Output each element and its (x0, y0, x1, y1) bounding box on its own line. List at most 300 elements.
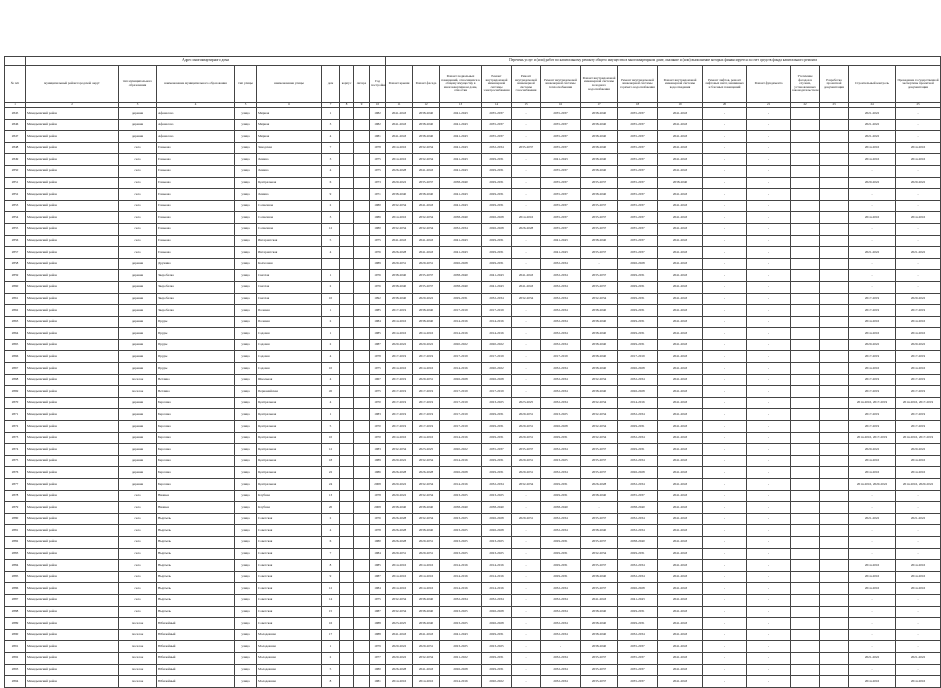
table-cell: Мамадышский район (26, 571, 119, 583)
table-cell: 2017-2019 (413, 421, 440, 433)
table-cell: 2887 (5, 594, 26, 606)
table-cell: Юбилейный (157, 629, 235, 641)
table-cell: 2041-2043 (658, 455, 703, 467)
table-cell (322, 258, 340, 270)
table-cell: Садовая (257, 363, 322, 375)
table-cell: 2021-2022 (849, 247, 896, 259)
table-cell: 2032-2034 (541, 618, 581, 630)
table-cell: деревня (119, 119, 157, 131)
table-cell: 2017-2019 (849, 351, 896, 363)
table-cell: 2014-2016 (618, 397, 658, 409)
table-cell: 1973 (370, 177, 386, 189)
table-cell: 2017-2019 (896, 351, 941, 363)
table-cell: улица (235, 560, 257, 572)
table-cell: 2041-2043 (658, 676, 703, 688)
table-cell (820, 247, 849, 259)
table-cell: - (512, 536, 541, 548)
table-cell: 2041-2043 (581, 594, 618, 606)
column-number: 11 (386, 103, 413, 108)
table-row (5, 664, 941, 676)
column-number: 15 (512, 103, 541, 108)
table-cell: 2029-2031 (482, 154, 512, 166)
table-cell: Мамадышский район (26, 513, 119, 525)
table-cell (820, 351, 849, 363)
table-cell: 2856 (5, 235, 26, 247)
table-cell: 2021-2022 (849, 652, 896, 664)
table-cell: 2029-2031 (512, 513, 541, 525)
table-cell: 2026-2028 (440, 258, 482, 270)
table-cell: Светлая (257, 270, 322, 282)
table-cell: 2017-2019 (413, 351, 440, 363)
table-cell: 2014-2016 (440, 560, 482, 572)
table-cell: 2026-2028 (618, 258, 658, 270)
table-cell: - (703, 281, 747, 293)
table-cell: 2032-2034 (482, 293, 512, 305)
table-row (5, 386, 941, 398)
table-cell (791, 618, 820, 630)
table-cell: 2021-2022 (896, 247, 941, 259)
table-cell: - (512, 177, 541, 189)
table-cell: - (512, 258, 541, 270)
table-cell: 2020-2022 (386, 490, 413, 502)
table-cell (354, 223, 370, 235)
table-cell (820, 444, 849, 456)
table-cell: - (849, 502, 896, 514)
table-cell: 2038-2040 (413, 606, 440, 618)
table-row (5, 328, 941, 340)
table-cell: 2035-2037 (581, 281, 618, 293)
table-cell (354, 525, 370, 537)
table-cell: - (703, 235, 747, 247)
table-cell (820, 235, 849, 247)
table-cell (791, 421, 820, 433)
table-cell: 2014-2016 (440, 571, 482, 583)
table-cell: улица (235, 490, 257, 502)
table-row (5, 513, 941, 525)
table-cell: 1975 (370, 165, 386, 177)
table-cell: 2846 (5, 119, 26, 131)
table-cell: 2035-2037 (482, 444, 512, 456)
table-cell (340, 328, 354, 340)
table-cell: 2038-2040 (581, 165, 618, 177)
table-cell (791, 131, 820, 143)
table-cell: 2032-2034 (541, 281, 581, 293)
table-cell (820, 258, 849, 270)
table-cell: 2014-2016 (386, 363, 413, 375)
table-cell: 2035-2037 (512, 142, 541, 154)
table-cell: - (896, 281, 941, 293)
table-cell: 1986 (370, 467, 386, 479)
table-cell: - (703, 328, 747, 340)
table-cell: 2032-2034 (413, 455, 440, 467)
table-cell (340, 513, 354, 525)
table-cell: 2017-2019 (849, 409, 896, 421)
table-cell (791, 560, 820, 572)
table-cell: 2032-2034 (541, 467, 581, 479)
table-cell: 2023-2025 (541, 409, 581, 421)
table-cell: 2035-2037 (581, 212, 618, 224)
table-cell (340, 536, 354, 548)
table-cell: Советская (257, 606, 322, 618)
table-cell: 1980 (370, 223, 386, 235)
table-cell: 2014-2016 (386, 676, 413, 688)
table-cell (791, 119, 820, 131)
table-cell: - (747, 409, 791, 421)
table-cell: 2041-2043 (440, 189, 482, 201)
table-row (5, 618, 941, 630)
table-cell: - (747, 397, 791, 409)
table-cell: 2032-2034 (618, 432, 658, 444)
table-cell: Мамадышский район (26, 212, 119, 224)
column-number: 5 (235, 103, 257, 108)
table-cell: улица (235, 652, 257, 664)
table-cell (354, 455, 370, 467)
table-cell: 2021-2022 (849, 108, 896, 120)
table-cell: 2041-2043 (658, 165, 703, 177)
table-cell: 7 (322, 142, 340, 154)
table-cell: 2041-2043 (658, 316, 703, 328)
table-cell (791, 328, 820, 340)
table-cell: 2032-2034 (618, 455, 658, 467)
table-cell: улица (235, 316, 257, 328)
table-cell: 2035-2037 (618, 142, 658, 154)
table-cell: 12 (322, 223, 340, 235)
table-cell (340, 386, 354, 398)
table-cell: Садовая (257, 339, 322, 351)
table-cell: Интернатская (257, 247, 322, 259)
table-cell: 1975 (370, 594, 386, 606)
table-cell: Первомайская (257, 386, 322, 398)
table-cell: - (703, 374, 747, 386)
table-cell: село (119, 165, 157, 177)
table-cell: 2032-2034 (618, 525, 658, 537)
table-cell: 2029-2031 (618, 421, 658, 433)
table-cell (820, 560, 849, 572)
table-cell: 4 (322, 351, 340, 363)
table-cell: 1975 (370, 235, 386, 247)
table-cell: 2017-2019 (482, 305, 512, 317)
table-cell (820, 363, 849, 375)
table-cell: 1976 (370, 513, 386, 525)
table-cell: Мамадышский район (26, 455, 119, 467)
table-cell: 2041-2043 (413, 200, 440, 212)
column-header: Ремонт лифтов, ремонт лифтовых шахт, машинных и блочных помещений (703, 66, 747, 103)
table-cell: Мамадышский район (26, 444, 119, 456)
table-cell: 2020-2022 (440, 444, 482, 456)
table-cell (820, 502, 849, 514)
column-header: тип улицы (235, 66, 257, 103)
table-cell: 2029-2031 (440, 293, 482, 305)
table-cell (340, 363, 354, 375)
table-cell: 2041-2043 (658, 583, 703, 595)
table-cell (791, 432, 820, 444)
table-row (5, 200, 941, 212)
table-cell: 2032-2034 (581, 397, 618, 409)
table-cell: 2892 (5, 652, 26, 664)
table-cell: 2032-2034 (413, 223, 440, 235)
table-cell: 2032-2034 (541, 397, 581, 409)
table-cell: Заводская (257, 142, 322, 154)
column-header: Ремонт крыши (386, 66, 413, 103)
table-cell: село (119, 583, 157, 595)
table-cell: улица (235, 386, 257, 398)
table-cell: 2017-2019 (440, 386, 482, 398)
table-cell: Мамадышский район (26, 223, 119, 235)
table-cell: 45 (322, 386, 340, 398)
table-cell: - (849, 629, 896, 641)
table-cell: 2041-2043 (658, 212, 703, 224)
table-cell: - (512, 571, 541, 583)
table-cell: 1980 (370, 664, 386, 676)
table-cell: 1983 (370, 409, 386, 421)
column-number: 24 (849, 103, 896, 108)
table-cell: улица (235, 479, 257, 491)
table-cell: 2035-2037 (618, 189, 658, 201)
column-header: Строительный контроль (849, 66, 896, 103)
table-cell: - (747, 560, 791, 572)
table-cell: - (747, 479, 791, 491)
table-cell (354, 583, 370, 595)
table-cell: 2014-2016 (482, 560, 512, 572)
table-cell: 2029-2031 (618, 328, 658, 340)
table-cell: 2041-2043 (658, 223, 703, 235)
table-cell: Мамадышский район (26, 583, 119, 595)
table-cell: - (747, 339, 791, 351)
table-cell: 2041-2043 (658, 652, 703, 664)
table-cell: 2020-2022 (896, 177, 941, 189)
table-cell: Зверобалка (157, 305, 235, 317)
table-cell: - (747, 641, 791, 653)
table-cell: 2023-2025 (541, 455, 581, 467)
table-cell: 2035-2037 (482, 119, 512, 131)
table-cell: 2035-2037 (618, 490, 658, 502)
table-cell: улица (235, 328, 257, 340)
table-cell: - (703, 548, 747, 560)
table-cell (340, 258, 354, 270)
table-cell: 2029-2031 (482, 409, 512, 421)
table-cell: 2038-2040 (581, 235, 618, 247)
table-cell: 2014-2016 (386, 571, 413, 583)
table-cell (791, 386, 820, 398)
table-cell: 2878 (5, 490, 26, 502)
table-cell: 2038-2040 (386, 281, 413, 293)
table-cell: 2038-2040 (440, 270, 482, 282)
table-cell: 1979 (370, 641, 386, 653)
table-cell (340, 583, 354, 595)
table-cell: 2889 (5, 618, 26, 630)
table-cell: - (512, 351, 541, 363)
table-cell: - (703, 177, 747, 189)
table-cell: - (849, 189, 896, 201)
table-cell (820, 467, 849, 479)
table-cell: Берсовка (157, 455, 235, 467)
table-cell: - (747, 513, 791, 525)
table-cell (340, 676, 354, 688)
table-cell: Центральная (257, 409, 322, 421)
column-number: 16 (541, 103, 581, 108)
table-cell: 1978 (370, 351, 386, 363)
table-cell (791, 142, 820, 154)
table-cell: Полевая (257, 316, 322, 328)
table-cell: 13 (322, 490, 340, 502)
table-cell: 4 (322, 374, 340, 386)
table-cell: 2017-2019 (386, 305, 413, 317)
table-cell: 2020-2022 (413, 293, 440, 305)
table-cell: 2014-2016 (386, 328, 413, 340)
table-cell: улица (235, 397, 257, 409)
table-cell (340, 502, 354, 514)
table-cell (354, 258, 370, 270)
table-cell: 2038-2040 (618, 536, 658, 548)
table-cell: 4 (322, 397, 340, 409)
table-cell (354, 676, 370, 688)
table-cell: 2038-2040 (413, 108, 440, 120)
column-header: Ремонт подвальных помещений, относящихся к общему имуществу в многоквартирном доме, отмостки (440, 66, 482, 103)
table-row (5, 652, 941, 664)
table-cell: 2038-2040 (581, 386, 618, 398)
table-cell: Афанасово (157, 108, 235, 120)
table-cell: 2029-2031 (386, 548, 413, 560)
table-row (5, 641, 941, 653)
table-cell: улица (235, 258, 257, 270)
table-cell (791, 571, 820, 583)
column-header: муниципальный район/городской округ (26, 66, 119, 103)
table-row (5, 525, 941, 537)
table-cell: улица (235, 363, 257, 375)
table-cell: 2014-2016 (849, 560, 896, 572)
table-cell: улица (235, 305, 257, 317)
table-cell: 3 (322, 154, 340, 166)
table-cell: улица (235, 502, 257, 514)
table-cell (354, 409, 370, 421)
table-cell: 1 (322, 409, 340, 421)
table-cell: 2029-2031 (482, 247, 512, 259)
table-cell: 1976 (370, 270, 386, 282)
table-cell: Гоньково (157, 177, 235, 189)
table-cell: 2032-2034 (581, 421, 618, 433)
table-cell: 2041-2043 (482, 270, 512, 282)
table-row (5, 583, 941, 595)
table-cell (820, 629, 849, 641)
column-number: 23 (820, 103, 849, 108)
table-cell: 1981 (370, 676, 386, 688)
table-cell: 2035-2037 (618, 652, 658, 664)
column-number: 2 (26, 103, 119, 108)
table-cell: 2032-2034 (618, 560, 658, 572)
table-cell: село (119, 212, 157, 224)
table-cell: 2032-2034 (386, 200, 413, 212)
table-cell (340, 548, 354, 560)
table-cell: - (703, 479, 747, 491)
table-cell: 2021-2022 (896, 652, 941, 664)
table-cell: - (703, 676, 747, 688)
table-cell: 2041-2043 (440, 629, 482, 641)
table-cell (791, 154, 820, 166)
table-cell (340, 351, 354, 363)
table-cell: 2020-2022 (386, 455, 413, 467)
table-cell (354, 571, 370, 583)
table-cell: - (849, 165, 896, 177)
table-cell (791, 629, 820, 641)
table-cell: Ныртыль (157, 525, 235, 537)
table-cell (340, 560, 354, 572)
table-cell: 1976 (370, 281, 386, 293)
table-cell: 1988 (370, 618, 386, 630)
table-cell: - (747, 629, 791, 641)
table-cell: 2038-2040 (413, 119, 440, 131)
table-cell: 2038-2040 (413, 316, 440, 328)
table-cell: 2038-2040 (386, 502, 413, 514)
table-cell: 2032-2034 (482, 142, 512, 154)
table-cell: улица (235, 409, 257, 421)
table-row (5, 223, 941, 235)
table-cell: Мамадышский район (26, 351, 119, 363)
table-cell: Мамадышский район (26, 316, 119, 328)
table-cell: 2026-2028 (386, 513, 413, 525)
table-cell (791, 339, 820, 351)
table-cell: - (747, 490, 791, 502)
table-cell (354, 618, 370, 630)
table-cell: - (703, 119, 747, 131)
table-cell: 2014-2016 (849, 363, 896, 375)
table-cell (791, 536, 820, 548)
table-cell: Мамадышский район (26, 374, 119, 386)
table-cell: 1988 (370, 629, 386, 641)
table-cell: Советская (257, 594, 322, 606)
table-cell: 2041-2043 (413, 247, 440, 259)
column-number: 25 (896, 103, 941, 108)
table-cell: 2879 (5, 502, 26, 514)
table-cell: 2038-2040 (581, 189, 618, 201)
table-cell: Садовая (257, 328, 322, 340)
table-cell: улица (235, 432, 257, 444)
table-cell: - (703, 386, 747, 398)
table-cell: 2035-2037 (618, 131, 658, 143)
table-cell: 2041-2043 (658, 525, 703, 537)
table-cell: село (119, 536, 157, 548)
table-row (5, 594, 941, 606)
table-cell: 2035-2037 (541, 212, 581, 224)
table-cell: - (703, 455, 747, 467)
table-cell: - (896, 223, 941, 235)
table-cell (354, 467, 370, 479)
table-cell: 2014-2016 (849, 316, 896, 328)
table-cell (820, 583, 849, 595)
table-cell: село (119, 223, 157, 235)
table-cell: Мамадышский район (26, 629, 119, 641)
table-cell: 2035-2037 (581, 536, 618, 548)
table-row (5, 432, 941, 444)
table-cell: поселок (119, 641, 157, 653)
table-cell: 2017-2019 (541, 351, 581, 363)
header-empty (5, 57, 26, 66)
table-cell: 5 (322, 235, 340, 247)
table-cell: Мамадышский район (26, 409, 119, 421)
table-cell: Мамадышский район (26, 131, 119, 143)
table-cell: 2014-2016 (440, 583, 482, 595)
column-headers (5, 66, 941, 103)
table-cell: - (747, 606, 791, 618)
table-cell (791, 525, 820, 537)
table-row (5, 548, 941, 560)
table-cell (354, 652, 370, 664)
table-cell: - (512, 664, 541, 676)
table-row (5, 397, 941, 409)
table-cell: 2017-2019 (440, 397, 482, 409)
table-row (5, 316, 941, 328)
table-cell: улица (235, 594, 257, 606)
table-cell: 2041-2043 (440, 165, 482, 177)
